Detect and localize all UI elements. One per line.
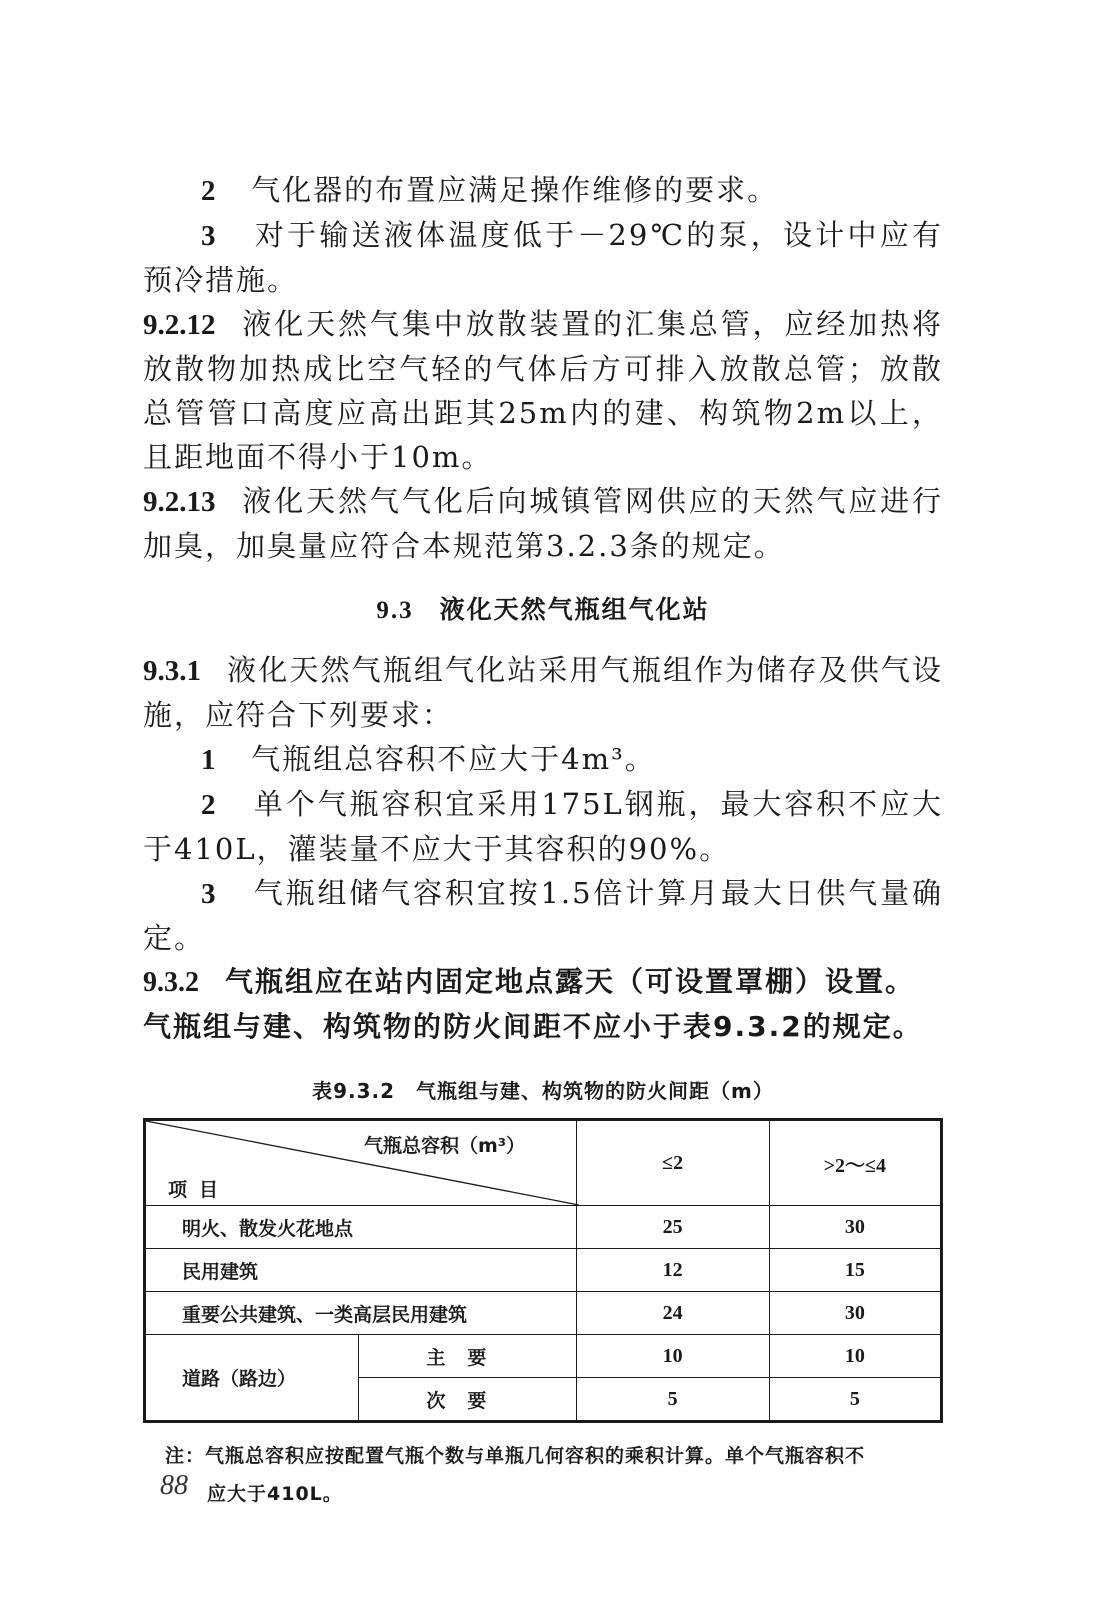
note-label: 注： — [165, 1445, 206, 1467]
row-value-2: 5 — [769, 1378, 941, 1422]
row-value-2: 10 — [769, 1335, 941, 1378]
table-note — [165, 1437, 943, 1513]
header-item-label: 项目 — [168, 1179, 231, 1201]
item-text: 对于输送液体温度低于－29℃的泵，设计中应有预冷措施。 — [143, 218, 943, 297]
section-heading — [143, 590, 943, 626]
row-value-1: 10 — [576, 1335, 769, 1378]
clause-9-2-13 — [143, 479, 943, 568]
row-item: 重要公共建筑、一类高层民用建筑 — [145, 1292, 577, 1335]
road-label: 道路（路边） — [145, 1335, 359, 1422]
table-header-row — [145, 1120, 942, 1206]
clause-text: 液化天然气气化后向城镇管网供应的天然气应进行加臭，加臭量应符合本规范第3.2.3条的规定。 — [143, 484, 943, 563]
note-text-line-1: 气瓶总容积应按配置气瓶个数与单瓶几何容积的乘积计算。单个气瓶容积不 — [205, 1445, 866, 1467]
clause-text: 液化天然气瓶组气化站采用气瓶组作为储存及供气设施，应符合下列要求： — [143, 653, 943, 732]
header-col-1: ≤2 — [576, 1120, 769, 1206]
table-caption: 表9.3.2 气瓶组与建、构筑物的防火间距（m） — [312, 1079, 774, 1103]
clause-number: 9.2.13 — [143, 486, 216, 518]
item-3 — [143, 213, 943, 302]
row-value-2: 15 — [769, 1249, 941, 1292]
header-col-2: >2～≤4 — [769, 1120, 941, 1206]
clause-9-3-1-item-3 — [143, 871, 943, 960]
row-value-1: 24 — [576, 1292, 769, 1335]
item-number: 2 — [201, 175, 218, 207]
clause-9-3-1-item-2 — [143, 782, 943, 871]
fire-distance-table — [143, 1118, 943, 1423]
item-text: 气化器的布置应满足操作维修的要求。 — [251, 173, 779, 207]
clause-9-2-12 — [143, 302, 943, 479]
item-number: 3 — [201, 878, 218, 910]
clause-9-3-1-item-1 — [143, 737, 943, 782]
row-value-2: 30 — [769, 1206, 941, 1249]
section-title-text: 液化天然气瓶组气化站 — [439, 595, 710, 624]
clause-9-3-1 — [143, 648, 943, 737]
item-number: 2 — [201, 789, 218, 821]
row-item: 明火、散发火花地点 — [145, 1206, 577, 1249]
clause-number: 9.3.2 — [143, 967, 199, 998]
clause-text: 气瓶组应在站内固定地点露天（可设置罩棚）设置。气瓶组与建、构筑物的防火间距不应小于表9.3.2的规定。 — [143, 965, 923, 1043]
item-2 — [143, 168, 943, 213]
clause-9-3-2 — [143, 960, 943, 1049]
table-row — [145, 1292, 942, 1335]
page-number: 88 — [160, 1470, 188, 1501]
section-number: 9.3 — [376, 597, 414, 624]
row-value-1: 25 — [576, 1206, 769, 1249]
document-page — [143, 160, 943, 1513]
clause-number: 9.2.12 — [143, 309, 216, 341]
road-main-label: 主要 — [359, 1335, 576, 1378]
table-row — [145, 1249, 942, 1292]
row-value-2: 30 — [769, 1292, 941, 1335]
table-row-road-main — [145, 1335, 942, 1378]
clause-number: 9.3.1 — [143, 655, 201, 687]
header-capacity-label: 气瓶总容积（m³） — [364, 1135, 526, 1157]
item-text: 气瓶组总容积不应大于4m³。 — [251, 742, 656, 776]
road-secondary-label: 次要 — [359, 1378, 576, 1422]
item-text: 单个气瓶容积宜采用175L钢瓶，最大容积不应大于410L，灌装量不应大于其容积的90%。 — [143, 787, 943, 866]
item-number: 1 — [201, 744, 218, 776]
row-value-1: 12 — [576, 1249, 769, 1292]
table-row — [145, 1206, 942, 1249]
item-text: 气瓶组储气容积宜按1.5倍计算月最大日供气量确定。 — [143, 876, 944, 955]
item-number: 3 — [201, 220, 218, 252]
diagonal-header-cell — [145, 1120, 577, 1206]
clause-text: 液化天然气集中放散装置的汇集总管，应经加热将放散物加热成比空气轻的气体后方可排入放散总管；放散总管管口高度应高出距其25m内的建、构筑物2m以上，且距地面不得小于10m。 — [143, 307, 943, 474]
row-value-1: 5 — [576, 1378, 769, 1422]
row-item: 民用建筑 — [145, 1249, 577, 1292]
note-text-line-2: 应大于410L。 — [207, 1483, 343, 1505]
